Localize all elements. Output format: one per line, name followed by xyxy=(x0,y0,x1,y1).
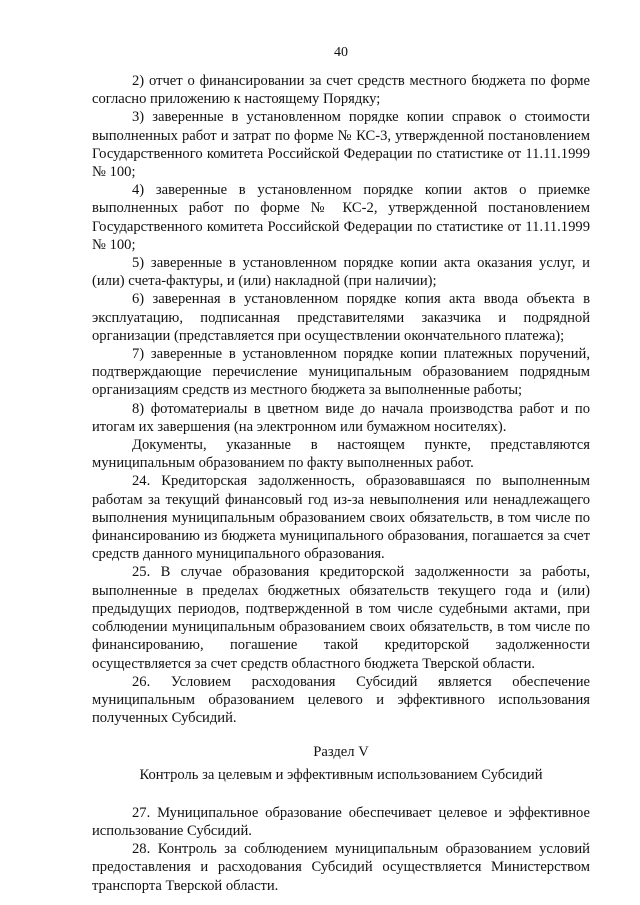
paragraph-item-6: 6) заверенная в установленном порядке копия акта ввода объекта в эксплуатацию, подписанная представителями заказчика и подрядной организации (представляется при осуществлении окончательного платежа); xyxy=(92,291,590,344)
page-number: 40 xyxy=(334,45,348,60)
paragraph-item-3: 3) заверенные в установленном порядке копии справок о стоимости выполненных работ и затрат по форме № КС-3, утвержденной постановлением Государственного комитета Российской Федерации по статистике от 11.11.1999 № 100; xyxy=(92,109,590,181)
document-page xyxy=(92,44,590,895)
paragraph-clause-27: 27. Муниципальное образование обеспечивает целевое и эффективное использование Субсидий. xyxy=(92,804,590,839)
section-title: Контроль за целевым и эффективным использованием Субсидий xyxy=(139,766,543,783)
paragraph-item-2: 2) отчет о финансировании за счет средств местного бюджета по форме согласно приложению к настоящему Порядку; xyxy=(92,73,590,108)
paragraph-clause-26: 26. Условием расходования Субсидий является обеспечение муниципальным образованием целевого и эффективного использования полученных Субсидий. xyxy=(92,673,590,727)
paragraph-documents-note: Документы, указанные в настоящем пункте, представляются муниципальным образованием по факту выполненных работ. xyxy=(92,437,590,472)
paragraph-clause-28: 28. Контроль за соблюдением муниципальным образованием условий предоставления и расходования Субсидий осуществляется Министерством транспорта Тверской области. xyxy=(92,841,590,894)
paragraph-item-8: 8) фотоматериалы в цветном виде до начала производства работ и по итогам их завершения (на электронном или бумажном носителях). xyxy=(92,400,590,435)
section-number: Раздел V xyxy=(313,744,369,761)
paragraph-clause-25: 25. В случае образования кредиторской задолженности за работы, выполненные в пределах бюджетных обязательств текущего года и (или) предыдущих периодов, подтвержденной в том числе судебными актами, при соблюдении муниципальным образованием своих обязательств, в том числе по финансированию, погашение такой кредиторской задолженности осуществляется за счет средств областного бюджета Тверской области. xyxy=(92,564,590,672)
paragraph-item-5: 5) заверенные в установленном порядке копии акта оказания услуг, и (или) счета-фактуры, и (или) накладной (при наличии); xyxy=(92,255,590,290)
paragraph-item-7: 7) заверенные в установленном порядке копии платежных поручений, подтверждающие перечисление муниципальным образованием подрядным организациям средств из местного бюджета за выполненные работы; xyxy=(92,346,590,399)
paragraph-clause-24: 24. Кредиторская задолженность, образовавшаяся по выполненным работам за текущий финансовый год из-за невыполнения или ненадлежащего выполнения муниципальным образованием своих обязательств, в том числе по финансированию из бюджета муниципального образования, погашается за счет средств данного муниципального образования. xyxy=(92,473,590,563)
paragraph-item-4: 4) заверенные в установленном порядке копии актов о приемке выполненных работ по форме № КС-2, утвержденной постановлением Государственного комитета Российской Федерации по статистике от 11.11.1999 № 100; xyxy=(92,182,590,253)
